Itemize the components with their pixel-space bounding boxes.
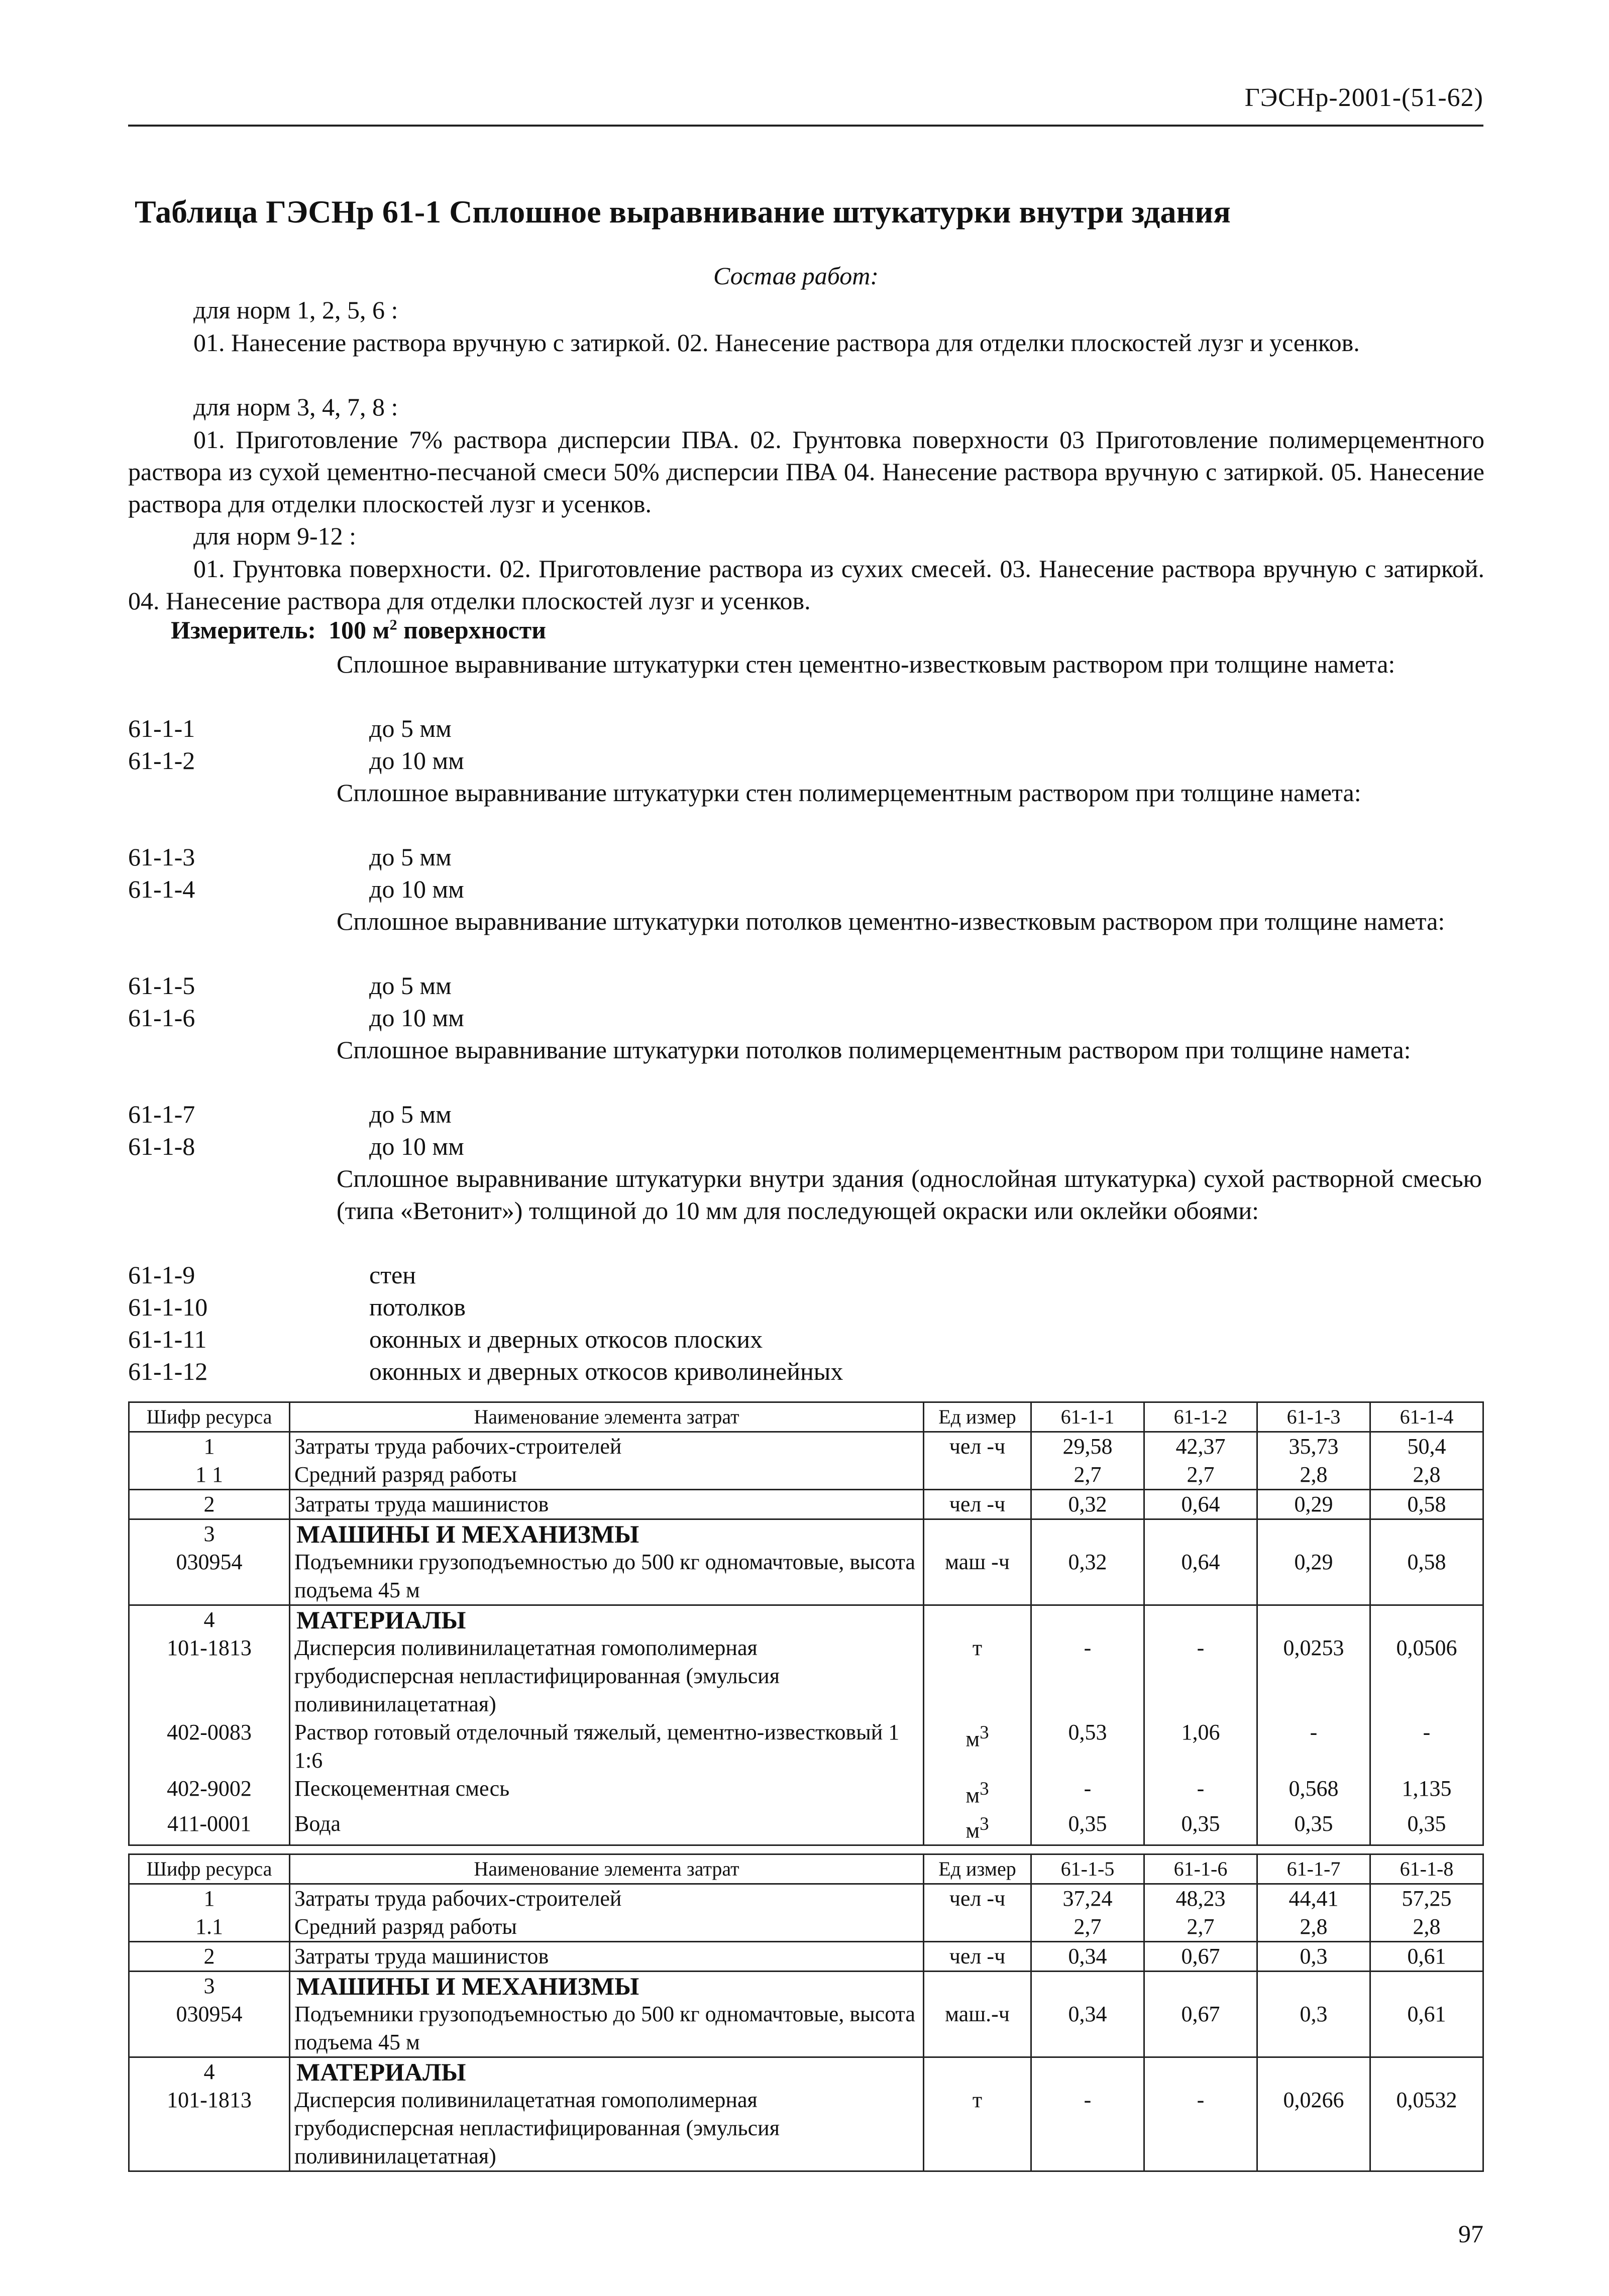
norm-name: до 5 мм	[369, 1100, 452, 1128]
cell-value: 0,35	[1144, 1810, 1257, 1845]
cell-value: 0,0266	[1257, 2086, 1370, 2171]
table-row	[129, 1432, 1483, 1461]
header-col: 61-1-5	[1031, 1854, 1144, 1884]
cell-unit	[924, 1718, 1031, 1775]
resource-table-2	[128, 1853, 1484, 2172]
table-row	[129, 1461, 1483, 1490]
norm-name: до 10 мм	[369, 875, 464, 903]
section-row	[129, 1972, 1483, 2001]
norm-name: до 10 мм	[369, 746, 464, 775]
cell-value	[1370, 1605, 1483, 1634]
cell-name: Средний разряд работы	[290, 1913, 924, 1942]
header-unit: Ед измер	[924, 1854, 1031, 1884]
section-row	[129, 1605, 1483, 1634]
cell-name: Затраты труда рабочих-строителей	[290, 1432, 924, 1461]
norm-code: 61-1-11	[128, 1325, 207, 1353]
cell-unit	[924, 1913, 1031, 1942]
cell-code: 1	[129, 1884, 290, 1913]
measure-value: 100 м	[329, 616, 390, 644]
cell-name: Раствор готовый отделочный тяжелый, цементно-известковый 1 1:6	[290, 1718, 924, 1775]
cell-code: 4	[129, 2057, 290, 2087]
norm-name: до 5 мм	[369, 843, 452, 871]
composition-group3-text: 01. Грунтовка поверхности. 02. Приготовление раствора из сухих смесей. 03. Нанесение раствора вручную с затиркой. 04. Нанесение раствора для отделки плоскостей лузг и усенков.	[128, 555, 1484, 615]
cell-value: 2,7	[1031, 1461, 1144, 1490]
header-unit: Ед измер	[924, 1402, 1031, 1432]
cell-unit: маш -ч	[924, 1548, 1031, 1605]
cell-unit	[924, 2057, 1031, 2087]
cell-value: 0,67	[1144, 1942, 1257, 1972]
norm-code: 61-1-4	[128, 875, 195, 903]
cell-value: -	[1031, 2086, 1144, 2171]
section-row	[129, 2057, 1483, 2087]
cell-value: 50,4	[1370, 1432, 1483, 1461]
cell-name: Пескоцементная смесь	[290, 1775, 924, 1810]
cell-value: 57,25	[1370, 1884, 1483, 1913]
cell-unit: маш.-ч	[924, 2000, 1031, 2057]
norm-group-5-desc: Сплошное выравнивание штукатурки внутри здания (однослойная штукатурка) сухой растворной смесью (типа «Ветонит») толщиной до 10 мм для последующей окраски или оклейки обоями:	[337, 1164, 1482, 1225]
cell-value	[1144, 1519, 1257, 1549]
cell-code: 402-0083	[129, 1718, 290, 1775]
table-header-row	[129, 1854, 1483, 1884]
section-title: МАТЕРИАЛЫ	[290, 1605, 924, 1634]
table-row	[129, 1884, 1483, 1913]
cell-value: 0,32	[1031, 1548, 1144, 1605]
measure-sup: 2	[389, 616, 397, 633]
cell-value: 0,3	[1257, 2000, 1370, 2057]
cell-code: 030954	[129, 2000, 290, 2057]
norm-name: до 10 мм	[369, 1132, 464, 1160]
header-col: 61-1-8	[1370, 1854, 1483, 1884]
header-code: Шифр ресурса	[129, 1854, 290, 1884]
cell-value	[1031, 1972, 1144, 2001]
cell-value: -	[1144, 1775, 1257, 1810]
cell-value: 0,35	[1031, 1810, 1144, 1845]
composition-group3-label: для норм 9-12 :	[193, 522, 357, 550]
cell-name: Средний разряд работы	[290, 1461, 924, 1490]
header-rule	[128, 125, 1483, 127]
composition-group2-label: для норм 3, 4, 7, 8 :	[193, 393, 398, 421]
cell-value: 48,23	[1144, 1884, 1257, 1913]
norm-name: оконных и дверных откосов криволинейных	[369, 1357, 843, 1385]
section-title: МАШИНЫ И МЕХАНИЗМЫ	[290, 1972, 924, 2001]
header-col: 61-1-3	[1257, 1402, 1370, 1432]
norm-group-3-desc: Сплошное выравнивание штукатурки потолков цементно-известковым раствором при толщине намета:	[337, 907, 1445, 935]
header-name: Наименование элемента затрат	[290, 1402, 924, 1432]
cell-value: -	[1031, 1775, 1144, 1810]
cell-value	[1144, 1972, 1257, 2001]
cell-value: 29,58	[1031, 1432, 1144, 1461]
table-row	[129, 1548, 1483, 1605]
cell-value	[1144, 2057, 1257, 2087]
cell-code: 101-1813	[129, 1634, 290, 1718]
cell-unit	[924, 1461, 1031, 1490]
table-row	[129, 2086, 1483, 2171]
norm-group-1-desc: Сплошное выравнивание штукатурки стен цементно-известковым раствором при толщине намета:	[337, 650, 1396, 678]
cell-value: 0,34	[1031, 2000, 1144, 2057]
cell-value: 0,35	[1370, 1810, 1483, 1845]
cell-value: 0,64	[1144, 1490, 1257, 1519]
cell-name: Подъемники грузоподъемностью до 500 кг одномачтовые, высота подъема 45 м	[290, 2000, 924, 2057]
document-code: ГЭСНр-2001-(51-62)	[1244, 83, 1483, 112]
norm-code: 61-1-2	[128, 746, 195, 775]
unit-sup: 3	[980, 1813, 989, 1834]
cell-value: 0,0532	[1370, 2086, 1483, 2171]
section-row	[129, 1519, 1483, 1549]
table-row	[129, 1942, 1483, 1972]
cell-value	[1370, 1972, 1483, 2001]
cell-name: Затраты труда машинистов	[290, 1490, 924, 1519]
composition-group1-text: 01. Нанесение раствора вручную с затиркой. 02. Нанесение раствора для отделки плоскостей лузг и усенков.	[193, 329, 1360, 357]
cell-value: -	[1031, 1634, 1144, 1718]
cell-code: 3	[129, 1972, 290, 2001]
page-title: Таблица ГЭСНр 61-1 Сплошное выравнивание штукатурки внутри здания	[135, 194, 1231, 230]
measure-tail: поверхности	[397, 616, 547, 644]
cell-value: 2,8	[1370, 1913, 1483, 1942]
norm-name: потолков	[369, 1293, 466, 1321]
cell-value: 0,34	[1031, 1942, 1144, 1972]
cell-value	[1370, 2057, 1483, 2087]
cell-value: 0,0253	[1257, 1634, 1370, 1718]
norm-group-2-desc: Сплошное выравнивание штукатурки стен полимерцементным раствором при толщине намета:	[337, 779, 1361, 807]
cell-unit	[924, 1972, 1031, 2001]
cell-value	[1031, 1519, 1144, 1549]
cell-value: 0,29	[1257, 1548, 1370, 1605]
cell-value: 0,0506	[1370, 1634, 1483, 1718]
norm-code: 61-1-8	[128, 1132, 195, 1160]
unit-sup: 3	[980, 1778, 989, 1799]
cell-value	[1031, 1605, 1144, 1634]
cell-code: 411-0001	[129, 1810, 290, 1845]
norm-code: 61-1-5	[128, 971, 195, 1000]
cell-value: 37,24	[1031, 1884, 1144, 1913]
cell-unit	[924, 1605, 1031, 1634]
cell-value: -	[1257, 1718, 1370, 1775]
norm-code: 61-1-7	[128, 1100, 195, 1128]
cell-unit: т	[924, 1634, 1031, 1718]
table-row	[129, 1718, 1483, 1775]
cell-value: 0,61	[1370, 2000, 1483, 2057]
cell-value: 0,32	[1031, 1490, 1144, 1519]
cell-value: 44,41	[1257, 1884, 1370, 1913]
cell-value: 1,06	[1144, 1718, 1257, 1775]
cell-value: -	[1144, 1634, 1257, 1718]
unit-text: м	[966, 1818, 980, 1843]
cell-value: 35,73	[1257, 1432, 1370, 1461]
cell-code: 1.1	[129, 1913, 290, 1942]
cell-value: -	[1144, 2086, 1257, 2171]
cell-name: Вода	[290, 1810, 924, 1845]
norm-name: до 5 мм	[369, 714, 452, 742]
cell-value: 0,58	[1370, 1490, 1483, 1519]
cell-value	[1144, 1605, 1257, 1634]
norm-name: до 5 мм	[369, 971, 452, 1000]
cell-code: 1 1	[129, 1461, 290, 1490]
composition-group1-label: для норм 1, 2, 5, 6 :	[193, 296, 398, 324]
cell-unit: чел -ч	[924, 1942, 1031, 1972]
norm-group-4-desc: Сплошное выравнивание штукатурки потолков полимерцементным раствором при толщине намета:	[337, 1036, 1411, 1064]
unit-text: м	[966, 1726, 980, 1752]
cell-unit: т	[924, 2086, 1031, 2171]
cell-code: 2	[129, 1490, 290, 1519]
cell-value: 0,58	[1370, 1548, 1483, 1605]
cell-value: -	[1370, 1718, 1483, 1775]
table-row	[129, 1490, 1483, 1519]
header-col: 61-1-2	[1144, 1402, 1257, 1432]
cell-value: 2,8	[1257, 1461, 1370, 1490]
cell-unit	[924, 1775, 1031, 1810]
header-col: 61-1-4	[1370, 1402, 1483, 1432]
cell-code: 101-1813	[129, 2086, 290, 2171]
norm-code: 61-1-12	[128, 1357, 208, 1385]
section-title: МАТЕРИАЛЫ	[290, 2057, 924, 2087]
cell-unit: чел -ч	[924, 1884, 1031, 1913]
unit-sup: 3	[980, 1722, 989, 1742]
cell-value: 2,8	[1370, 1461, 1483, 1490]
cell-unit	[924, 1519, 1031, 1549]
cell-unit: чел -ч	[924, 1432, 1031, 1461]
cell-code: 030954	[129, 1548, 290, 1605]
cell-value: 2,8	[1257, 1913, 1370, 1942]
norm-name: стен	[369, 1261, 416, 1289]
norm-code: 61-1-6	[128, 1004, 195, 1032]
cell-value: 0,3	[1257, 1942, 1370, 1972]
cell-code: 2	[129, 1942, 290, 1972]
cell-name: Дисперсия поливинилацетатная гомополимерная грубодисперсная непластифицированная (эмульсия поливинилацетатная)	[290, 1634, 924, 1718]
resource-table-1	[128, 1401, 1484, 1846]
norm-code: 61-1-10	[128, 1293, 208, 1321]
cell-name: Дисперсия поливинилацетатная гомополимерная грубодисперсная непластифицированная (эмульсия поливинилацетатная)	[290, 2086, 924, 2171]
cell-value: 0,67	[1144, 2000, 1257, 2057]
header-name: Наименование элемента затрат	[290, 1854, 924, 1884]
norm-code: 61-1-9	[128, 1261, 195, 1289]
cell-unit: чел -ч	[924, 1490, 1031, 1519]
cell-value: 1,135	[1370, 1775, 1483, 1810]
cell-name: Затраты труда машинистов	[290, 1942, 924, 1972]
table-row	[129, 1634, 1483, 1718]
cell-value: 42,37	[1144, 1432, 1257, 1461]
composition-group2-text: 01. Приготовление 7% раствора дисперсии ПВА. 02. Грунтовка поверхности 03 Приготовление полимерцементного раствора из сухой цементно-песчаной смеси 50% дисперсии ПВА 04. Нанесение раствора вручную с затиркой. 05. Нанесение раствора для отделки плоскостей лузг и усенков.	[128, 425, 1484, 518]
header-col: 61-1-1	[1031, 1402, 1144, 1432]
cell-value: 0,35	[1257, 1810, 1370, 1845]
cell-value: 0,53	[1031, 1718, 1144, 1775]
page-number: 97	[1458, 2220, 1483, 2248]
cell-value	[1370, 1519, 1483, 1549]
cell-value	[1257, 1972, 1370, 2001]
table-header-row	[129, 1402, 1483, 1432]
cell-code: 402-9002	[129, 1775, 290, 1810]
cell-name: Затраты труда рабочих-строителей	[290, 1884, 924, 1913]
measure-label: Измеритель:	[171, 616, 316, 644]
cell-value: 0,568	[1257, 1775, 1370, 1810]
table-row	[129, 1810, 1483, 1845]
measure-line	[171, 615, 546, 644]
cell-name: Подъемники грузоподъемностью до 500 кг одномачтовые, высота подъема 45 м	[290, 1548, 924, 1605]
norm-name: до 10 мм	[369, 1004, 464, 1032]
cell-value	[1257, 1605, 1370, 1634]
cell-value: 0,61	[1370, 1942, 1483, 1972]
unit-text: м	[966, 1783, 980, 1808]
norm-code: 61-1-3	[128, 843, 195, 871]
cell-code: 4	[129, 1605, 290, 1634]
table-row	[129, 1913, 1483, 1942]
cell-value	[1257, 2057, 1370, 2087]
norm-name: оконных и дверных откосов плоских	[369, 1325, 763, 1353]
cell-value	[1257, 1519, 1370, 1549]
norm-code: 61-1-1	[128, 714, 195, 742]
table-row	[129, 2000, 1483, 2057]
section-title: МАШИНЫ И МЕХАНИЗМЫ	[290, 1519, 924, 1549]
cell-unit	[924, 1810, 1031, 1845]
cell-code: 1	[129, 1432, 290, 1461]
cell-value: 2,7	[1031, 1913, 1144, 1942]
cell-value: 2,7	[1144, 1461, 1257, 1490]
table-row	[129, 1775, 1483, 1810]
header-col: 61-1-6	[1144, 1854, 1257, 1884]
header-col: 61-1-7	[1257, 1854, 1370, 1884]
cell-value	[1031, 2057, 1144, 2087]
composition-heading: Состав работ:	[713, 262, 879, 290]
cell-value: 0,64	[1144, 1548, 1257, 1605]
header-code: Шифр ресурса	[129, 1402, 290, 1432]
cell-code: 3	[129, 1519, 290, 1549]
cell-value: 0,29	[1257, 1490, 1370, 1519]
cell-value: 2,7	[1144, 1913, 1257, 1942]
